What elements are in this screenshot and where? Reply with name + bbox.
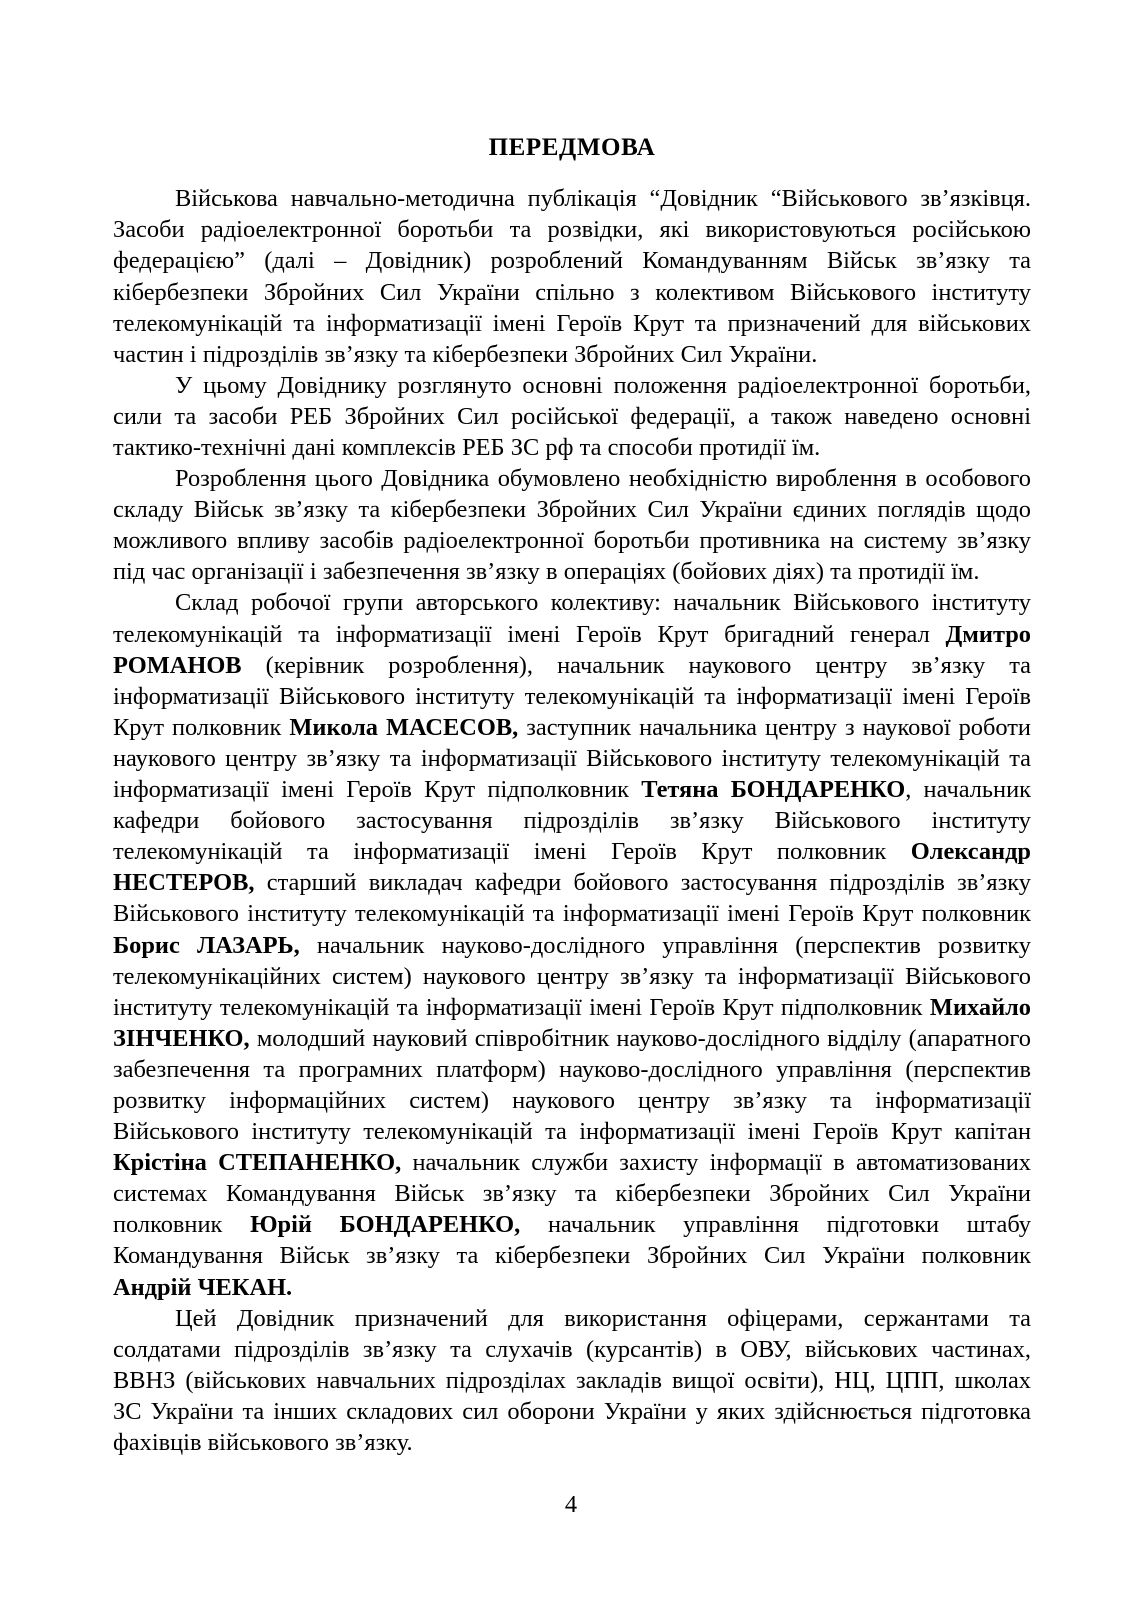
paragraph: [113, 183, 1031, 370]
person-name: Юрій БОНДАРЕНКО,: [250, 1211, 521, 1239]
person-name: Микола МАСЕСОВ,: [289, 713, 519, 741]
paragraph: [113, 463, 1031, 587]
page-title: ПЕРЕДМОВА: [488, 134, 656, 161]
person-name: Крістіна СТЕПАНЕНКО,: [113, 1149, 402, 1177]
text-run: Військова навчально-методична публікація “Довідник “Військового зв’язківця. Засоби радіоелектронної боротьби та розвідки, які використовуються російською федерацією” (далі – Довідник) розроблений Командуванням Військ зв’язку та кібербезпеки Збройних Сил України спільно з колективом Військового інституту телекомунікацій та інформатизації імені Героїв Крут та призначений для військових частин і підрозділів зв’язку та кібербезпеки Збройних Сил України.: [113, 185, 1031, 368]
text-run: , начальник кафедри бойового застосування підрозділів зв’язку Військового інституту телекомунікацій та інформатизації імені Героїв Крут полковник: [113, 776, 1031, 866]
person-name: Тетяна БОНДАРЕНКО: [641, 776, 906, 804]
text-run: У цьому Довіднику розглянуто основні положення радіоелектронної боротьби, сили та засоби РЕБ Збройних Сил російської федерації, а також наведено основні тактико-технічні дані комплексів РЕБ ЗС рф та способи протидії їм.: [113, 371, 1031, 461]
text-run: начальник служби захисту інформації в автоматизованих системах Командування Військ зв’язку та кібербезпеки Збройних Сил України полковник: [113, 1149, 1031, 1239]
person-name: Михайло ЗІНЧЕНКО,: [113, 993, 1031, 1052]
body-text: [113, 183, 1031, 1458]
person-name: Дмитро РОМАНОВ: [113, 620, 1031, 679]
text-run: начальник управління підготовки штабу Командування Військ зв’язку та кібербезпеки Збройних Сил України полковник: [113, 1211, 1031, 1270]
text-run: Розроблення цього Довідника обумовлено необхідністю вироблення в особового складу Військ зв’язку та кібербезпеки Збройних Сил України єдиних поглядів щодо можливого впливу засобів радіоелектронної боротьби противника на систему зв’язку під час організації і забезпечення зв’язку в операціях (бойових діях) та протидії їм.: [113, 465, 1031, 586]
text-run: молодший науковий співробітник науково-дослідного відділу (апаратного забезпечення та програмних платформ) науково-дослідного управління (перспектив розвитку інформаційних систем) наукового центру зв’язку та інформатизації Військового інституту телекомунікацій та інформатизації імені Героїв Крут капітан: [113, 1024, 1031, 1146]
paragraph: [113, 370, 1031, 463]
text-run: Цей Довідник призначений для використання офіцерами, сержантами та солдатами підрозділів зв’язку та слухачів (курсантів) в ОВУ, військових частинах, ВВНЗ (військових навчальних підрозділах закладів вищої освіти), НЦ, ЦПП, школах ЗС України та інших складових сил оборони України у яких здійснюється підготовка фахівців військового зв’язку.: [113, 1304, 1031, 1456]
person-name: Борис ЛАЗАРЬ,: [113, 931, 300, 959]
page-number: 4: [564, 1491, 578, 1518]
text-run: начальник науково-дослідного управління (перспектив розвитку телекомунікаційних систем) наукового центру зв’язку та інформатизації Військового інституту телекомунікацій та інформатизації імені Героїв Крут підполковник: [113, 931, 1031, 1021]
text-run: (керівник розроблення), начальник наукового центру зв’язку та інформатизації Військового інституту телекомунікацій та інформатизації імені Героїв Крут полковник: [113, 651, 1031, 741]
text-run: старший викладач кафедри бойового застосування підрозділів зв’язку Військового інституту телекомунікацій та інформатизації імені Героїв Крут полковник: [113, 869, 1031, 928]
person-name: Андрій ЧЕКАН.: [113, 1273, 293, 1301]
paragraph: [113, 587, 1031, 1302]
paragraph: [113, 1303, 1031, 1458]
person-name: Олександр НЕСТЕРОВ,: [113, 838, 1031, 897]
text-run: Склад робочої групи авторського колективу: начальник Військового інституту телекомунікацій та інформатизації імені Героїв Крут бригадний генерал: [113, 589, 1031, 648]
text-run: заступник начальника центру з наукової роботи наукового центру зв’язку та інформатизації Військового інституту телекомунікацій та інформатизації імені Героїв Крут підполковник: [113, 713, 1031, 804]
page-content: [113, 132, 1031, 1458]
